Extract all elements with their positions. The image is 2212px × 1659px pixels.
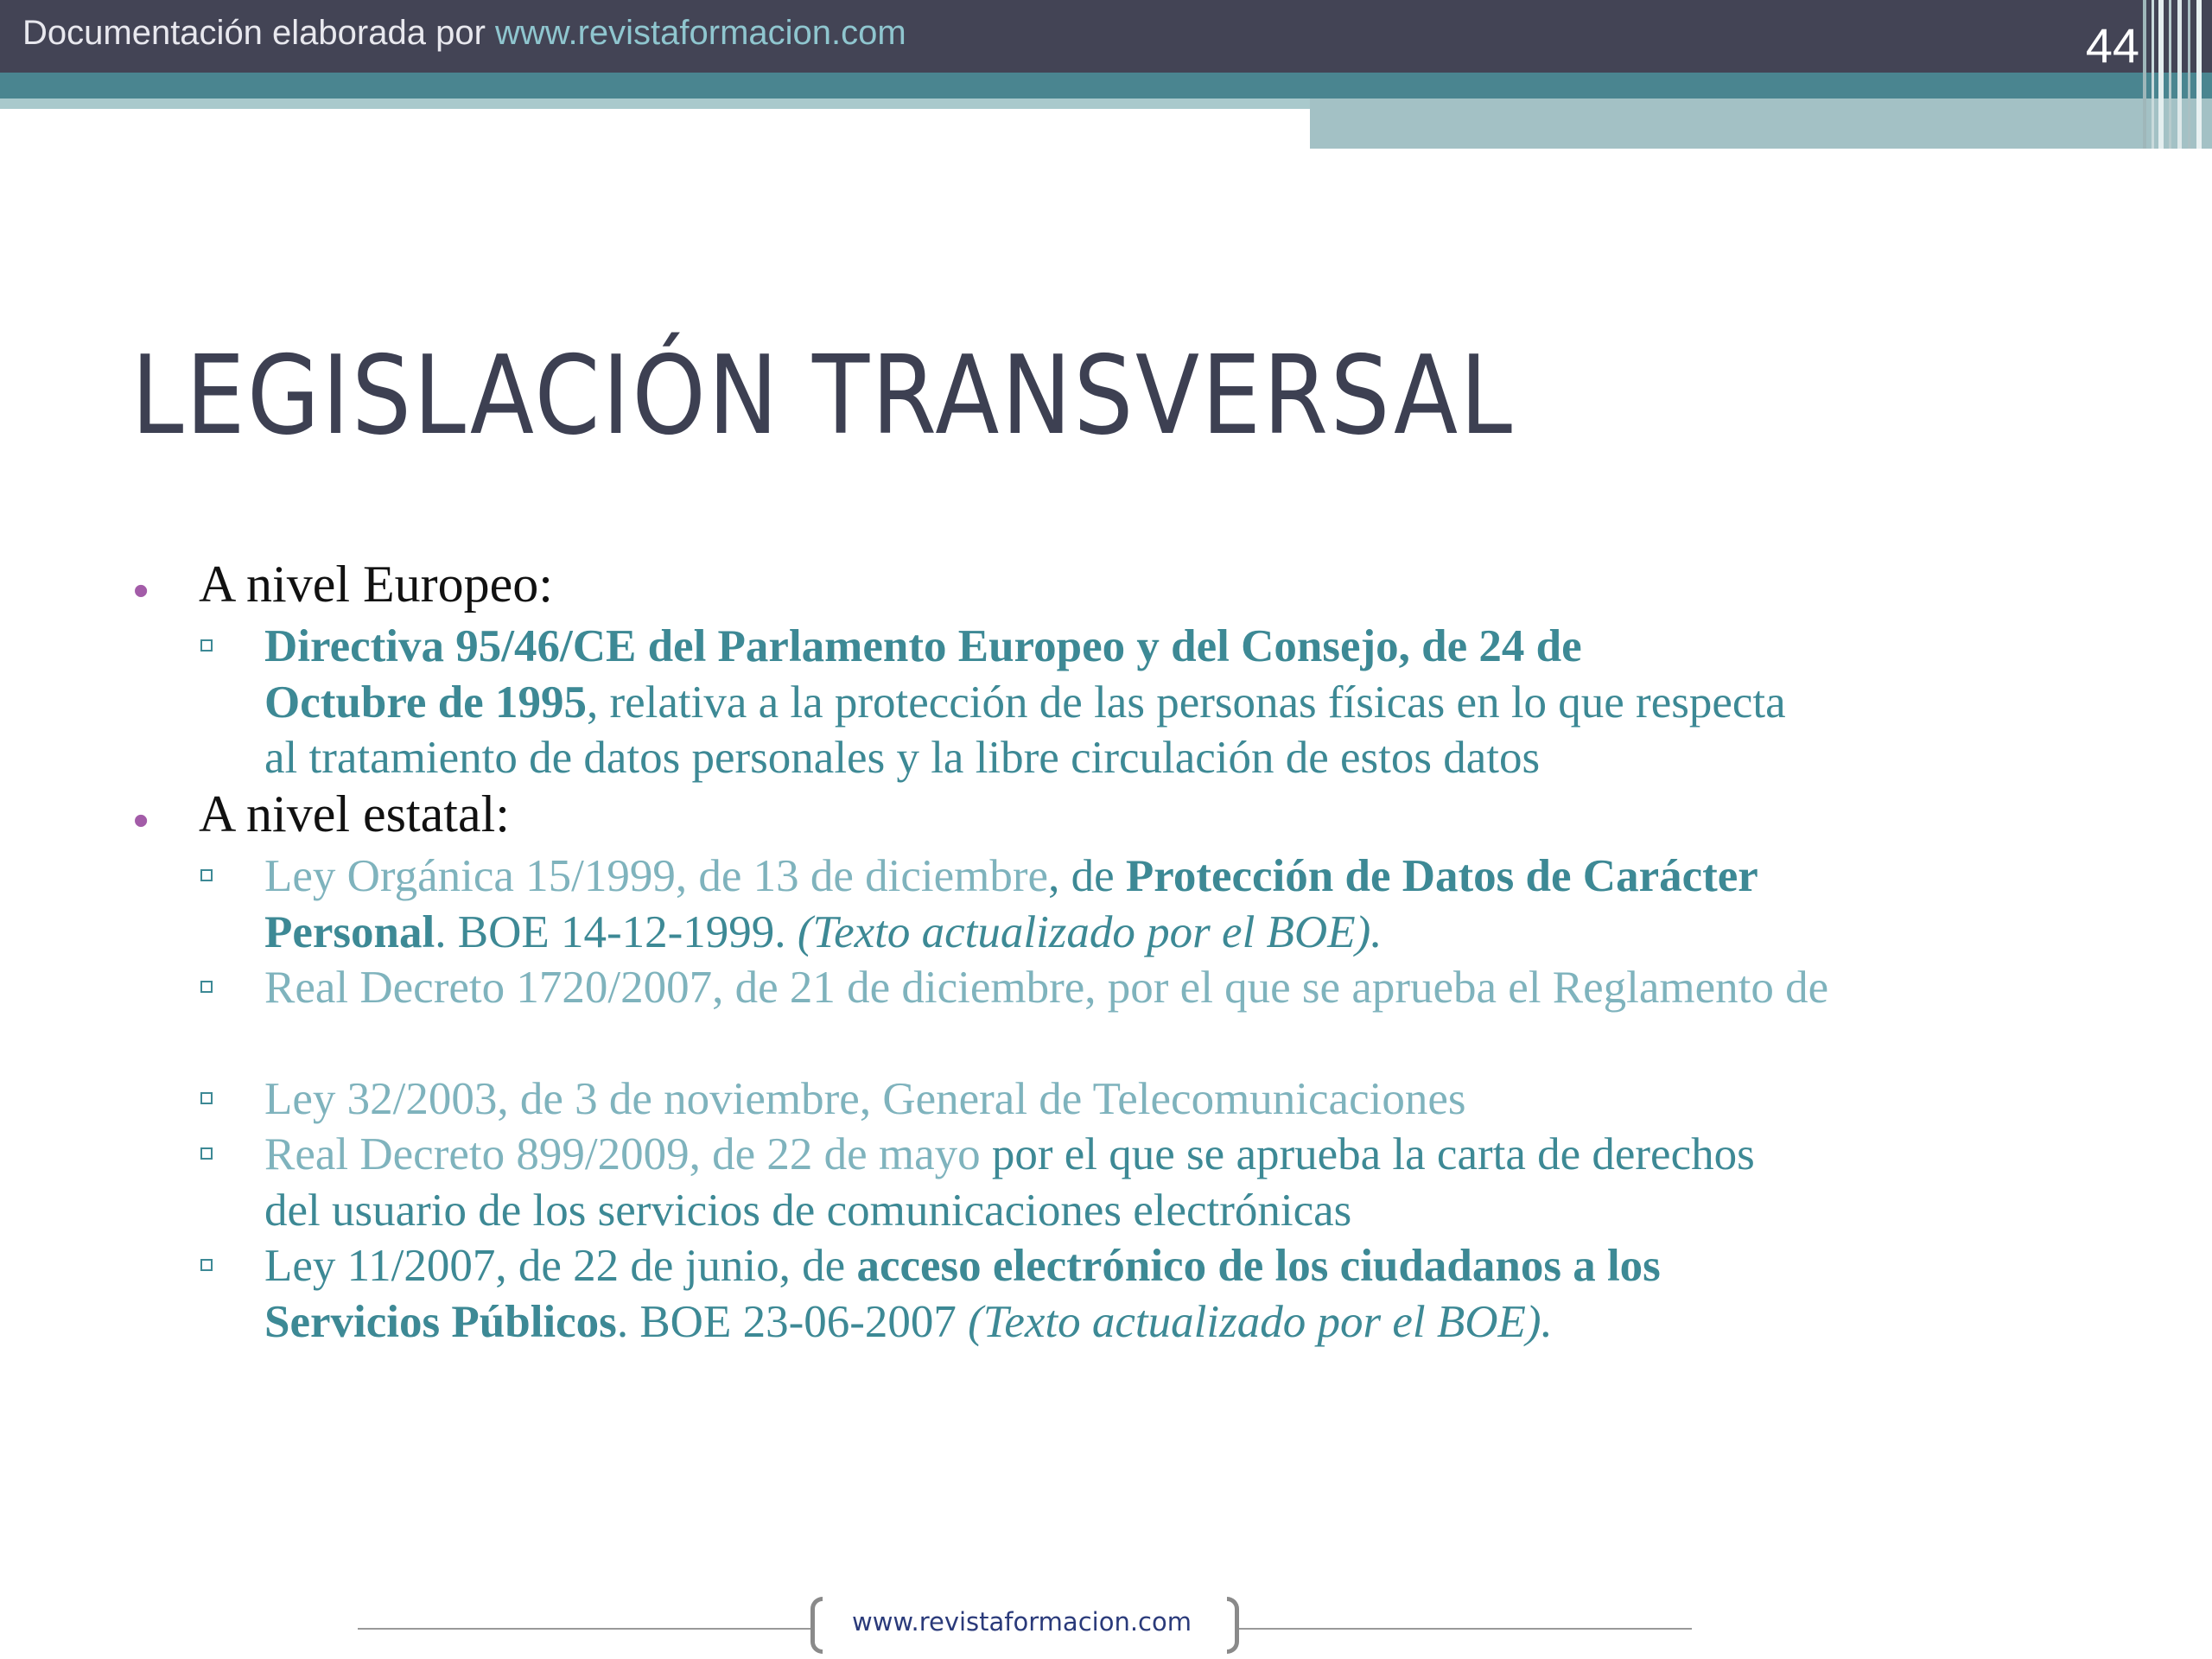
header-vertical-lines (2143, 0, 2212, 149)
sub-bullet-icon (200, 1147, 213, 1160)
header-accent-block (1310, 99, 2212, 149)
header-stripe (0, 73, 2212, 99)
directive-title-line1: Directiva 95/46/CE del Parlamento Europeo y del Consejo, de 24 de (264, 621, 1582, 671)
list-item: Real Decreto 899/2009, de 22 de mayo por el que se aprueba la carta de derechos del usuario de los servicios de comunicaciones electrónicas (264, 1129, 1755, 1236)
directive-desc-line2: , relativa a la protección de las personas físicas en lo que respecta (586, 677, 1786, 728)
slide-number: 44 (2085, 18, 2139, 73)
sub-bullet-icon (200, 869, 213, 881)
footer-bracket-left (810, 1597, 823, 1654)
sub-bullet-icon (200, 1092, 213, 1104)
page-title: LEGISLACIÓN TRANSVERSAL (131, 332, 1515, 459)
bullet-icon: • (133, 796, 149, 846)
law-link[interactable]: Ley 32/2003, de 3 de noviembre, General de Telecomunicaciones (264, 1074, 1466, 1124)
list-item (264, 619, 1786, 786)
law-link[interactable]: Ley Orgánica 15/1999, de 13 de diciembre (264, 851, 1049, 901)
list-item (264, 1071, 1465, 1128)
header-stripe-light (0, 99, 1310, 109)
law-link[interactable]: Real Decreto 899/2009, de 22 de mayo (264, 1129, 981, 1179)
credit-link[interactable]: www.revistaformacion.com (495, 14, 906, 52)
footer-bracket-right (1227, 1597, 1239, 1654)
section-heading-europe: A nivel Europeo: (199, 556, 553, 613)
footer-url[interactable]: www.revistaformacion.com (852, 1607, 1192, 1637)
section-heading-state: A nivel estatal: (199, 785, 510, 842)
list-item: Ley Orgánica 15/1999, de 13 de diciembre, de Protección de Datos de Carácter Personal. BOE 14-12-1999. (Texto actualizado por el BOE). (264, 851, 1758, 957)
footer-rule-right (1239, 1628, 1692, 1630)
credit-prefix: Documentación elaborada por (22, 14, 486, 52)
directive-desc-line3: al tratamiento de datos personales y la libre circulación de estos datos (264, 733, 1541, 783)
law-link[interactable]: Real Decreto 1720/2007, de 21 de diciembre, por el que se aprueba el Reglamento de (264, 963, 1829, 1013)
bullet-icon: • (133, 566, 149, 616)
header-bar (0, 0, 2212, 73)
list-item (264, 960, 2079, 1016)
sub-bullet-icon (200, 639, 213, 652)
list-item: Ley 11/2007, de 22 de junio, de acceso electrónico de los ciudadanos a los Servicios Públicos. BOE 23-06-2007 (Texto actualizado por el BOE). (264, 1241, 1661, 1347)
credit-text (22, 14, 906, 53)
directive-title-line2: Octubre de 1995 (264, 677, 587, 728)
sub-bullet-icon (200, 1259, 213, 1271)
sub-bullet-icon (200, 981, 213, 993)
footer-rule-left (358, 1628, 810, 1630)
